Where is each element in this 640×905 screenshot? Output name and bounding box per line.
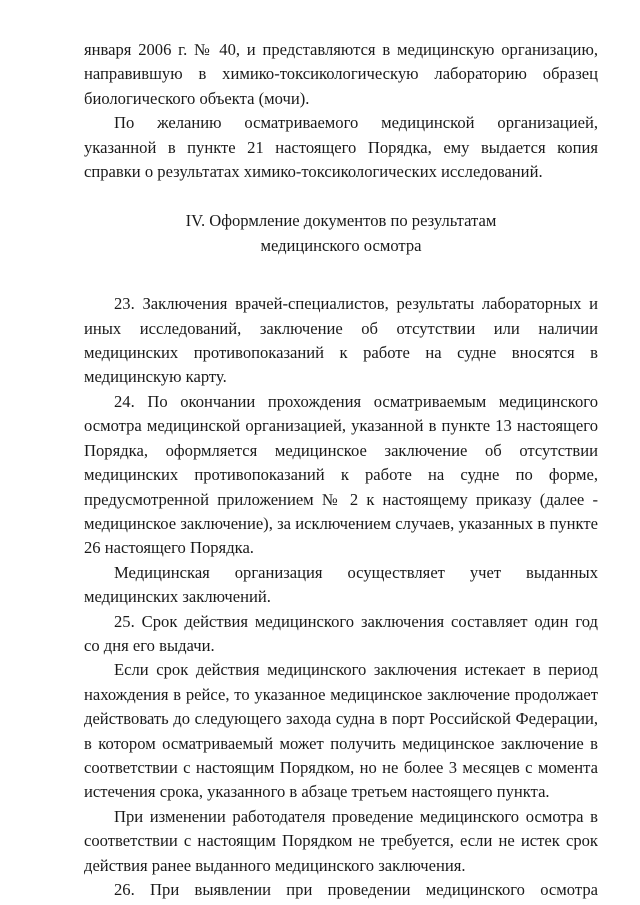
paragraph-voyage-validity: Если срок действия медицинского заключения истекает в период нахождения в рейсе, то указанное медицинское заключение продолжает действовать до следующего захода судна в порт Российской Федерации, в котором осматриваемый может получить медицинское заключение в соответствии с настоящим Порядком, но не более 3 месяцев с момента истечения срока, указанного в абзаце третьем настоящего пункта.: [84, 660, 598, 802]
paragraph-continuation: января 2006 г. № 40, и представляются в медицинскую организацию, направившую в химико-токсикологическую лабораторию образец биологического объекта (мочи).: [84, 40, 598, 108]
paragraph-item-24: 24. По окончании прохождения осматриваемым медицинского осмотра медицинской организацией, указанной в пункте 13 настоящего Порядка, оформляется медицинское заключение об отсутствии медицинских противопоказаний к работе на судне по форме, предусмотренной приложением № 2 к настоящему приказу (далее - медицинское заключение), за исключением случаев, указанных в пункте 26 настоящего Порядка.: [84, 391, 598, 558]
paragraph-employer-change: При изменении работодателя проведение медицинского осмотра в соответствии с настоящим Порядком не требуется, если не истек срок действия ранее выданного медицинского заключения.: [84, 806, 598, 875]
paragraph-item-23: 23. Заключения врачей-специалистов, результаты лабораторных и иных исследований, заключение об отсутствии или наличии медицинских противопоказаний к работе на судне вносятся в медицинскую карту.: [84, 294, 598, 387]
section-heading-line-2: медицинского осмотра: [260, 235, 422, 255]
document-page: [84, 38, 598, 902]
paragraph-item-25: 25. Срок действия медицинского заключения составляет один год со дня его выдачи.: [84, 611, 598, 655]
paragraph-item-26-start: 26. При выявлении при проведении медицинского осмотра: [114, 880, 598, 899]
paragraph-accounting: Медицинская организация осуществляет учет выданных медицинских заключений.: [84, 562, 598, 607]
paragraph-copy-of-certificate: По желанию осматриваемого медицинской организацией, указанной в пункте 21 настоящего Порядка, ему выдается копия справки о результатах химико-токсикологических исследований.: [84, 113, 598, 182]
section-heading: [84, 209, 598, 258]
section-heading-line-1: IV. Оформление документов по результатам: [185, 211, 497, 231]
